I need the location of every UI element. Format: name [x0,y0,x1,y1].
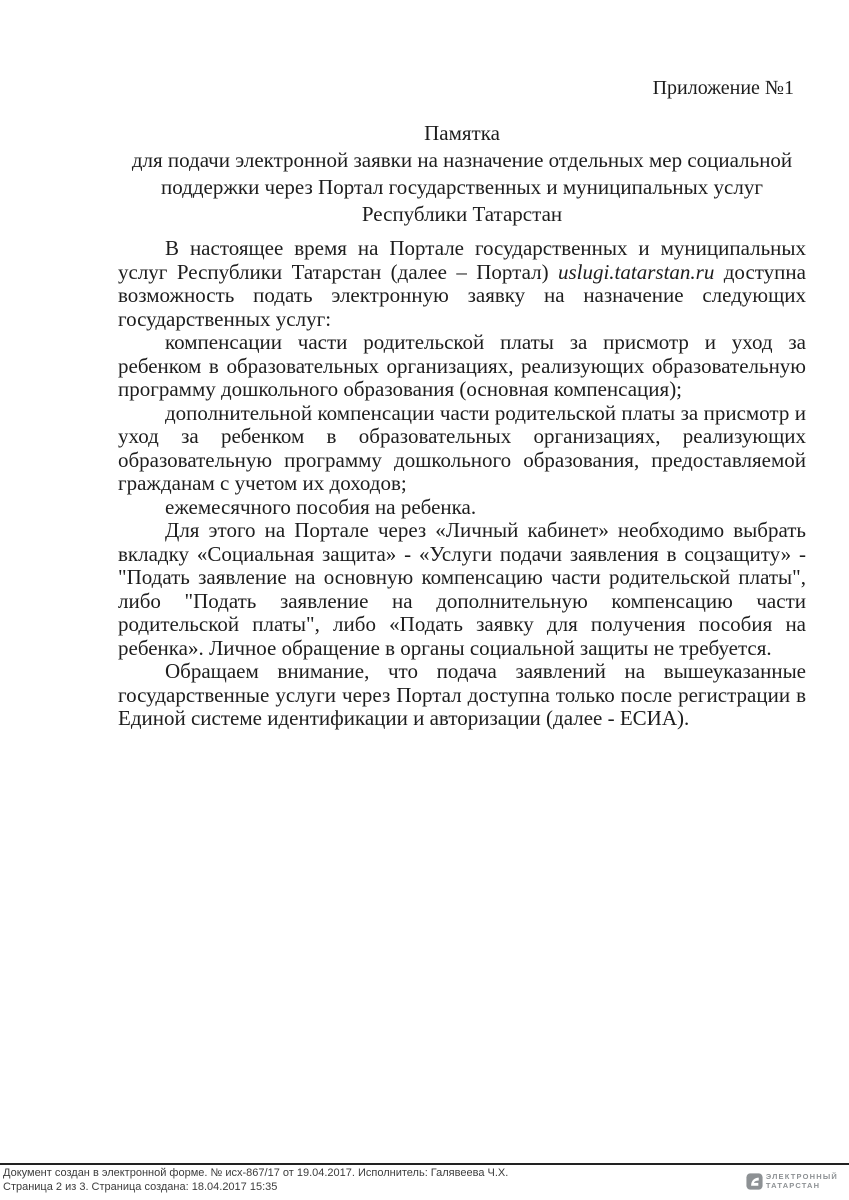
electronic-tatarstan-logo-icon [746,1173,763,1190]
footer-divider [0,1163,849,1165]
paragraph-notice: Обращаем внимание, что подача заявлений на вышеуказанные государственные услуги через Портал доступна только после регистрации в Единой системе идентификации и авторизации (далее - ЕСИА). [118,659,806,730]
paragraph-instruction: Для этого на Портале через «Личный кабинет» необходимо выбрать вкладку «Социальная защита» - «Услуги подачи заявления в соцзащиту» - "Подать заявление на основную компенсацию части родительской платы", либо "Подать заявление на дополнительную компенсацию части родительской платы", либо «Подать заявку для получения пособия на ребенка». Личное обращение в органы социальной защиты не требуется. [118,518,806,660]
document-content [118,76,806,731]
paragraph-intro [118,237,806,331]
subtitle-line: поддержки через Портал государственных и муниципальных услуг [161,175,763,199]
footer-meta [3,1167,508,1194]
document-subtitle [118,147,806,228]
logo-text [766,1172,838,1190]
document-body [118,237,806,731]
footer-meta-line1: Документ создан в электронной форме. № исх-867/17 от 19.04.2017. Исполнитель: Галявеева Ч.Х. [3,1167,509,1179]
intro-text-after: доступна возможность подать электронную заявку на назначение следующих государственных услуг: [118,259,806,331]
annex-label: Приложение №1 [652,77,794,99]
logo-text-line2: ТАТАРСТАН [765,1181,821,1190]
subtitle-line: для подачи электронной заявки на назначение отдельных мер социальной [131,148,793,172]
document-title: Памятка [424,121,500,145]
footer-meta-line2: Страница 2 из 3. Страница создана: 18.04.2017 15:35 [3,1180,278,1193]
electronic-tatarstan-logo [746,1172,838,1190]
logo-text-line1: ЭЛЕКТРОННЫЙ [765,1172,838,1181]
subtitle-line: Республики Татарстан [361,202,563,226]
paragraph-service-item: дополнительной компенсации части родительской платы за присмотр и уход за ребенком в образовательных организациях, реализующих образовательную программу дошкольного образования, предоставляемой гражданам с учетом их доходов; [118,400,806,495]
paragraph-service-item: ежемесячного пособия на ребенка. [165,494,477,519]
portal-url: uslugi.tatarstan.ru [557,259,715,284]
paragraph-service-item: компенсации части родительской платы за присмотр и уход за ребенком в образовательных организациях, реализующих образовательную программу дошкольного образования (основная компенсация); [118,330,806,401]
intro-text-before: В настоящее время на Портале государственных и муниципальных услуг Республики Татарстан (далее – Портал) [118,236,806,284]
